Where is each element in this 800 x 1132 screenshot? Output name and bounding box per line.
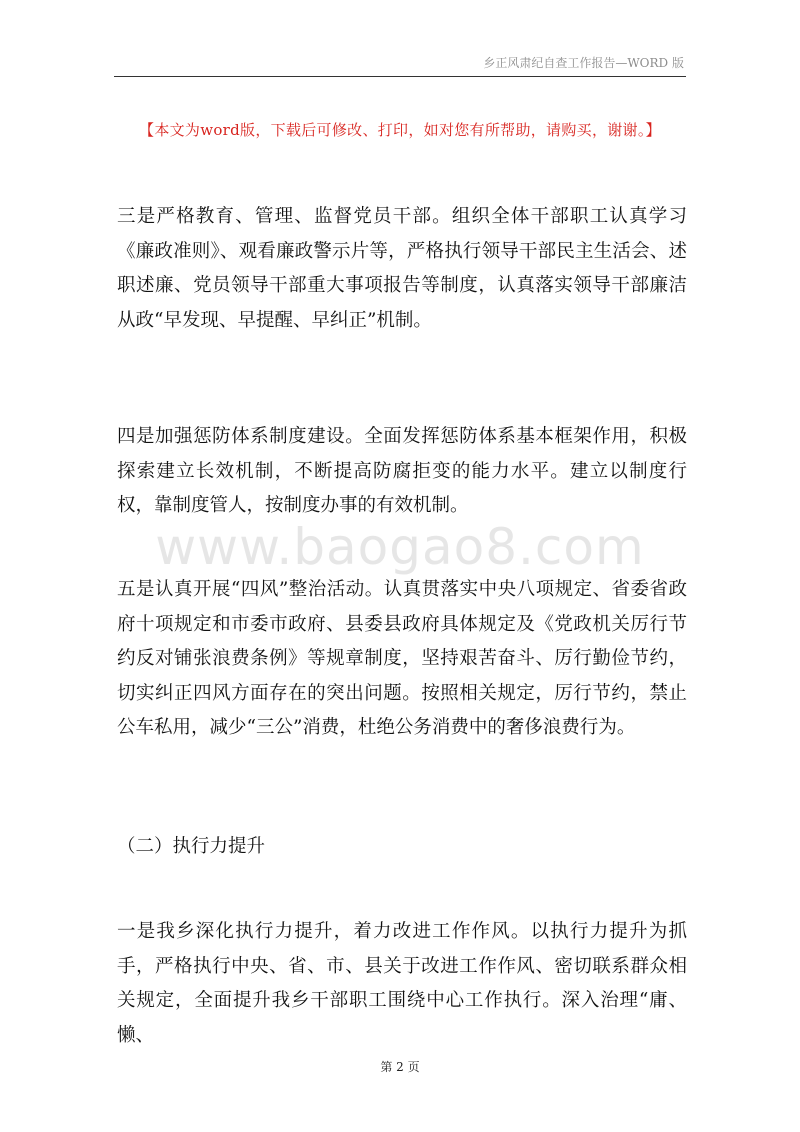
download-notice: 【本文为word版，下载后可修改、打印，如对您有所帮助，请购买，谢谢。】 <box>139 121 661 139</box>
paragraph-5: 一是我乡深化执行力提升，着力改进工作作风。以执行力提升为抓手，严格执行中央、省、市、县关于改进工作作风、密切联系群众相关规定，全面提升我乡干部职工围绕中心工作执行。深入治理“庸、懒、 <box>117 921 687 1046</box>
paragraph-3: 五是认真开展“四风”整治活动。认真贯落实中央八项规定、省委省政府十项规定和市委市政府、县委县政府具体规定及《党政机关厉行节约反对铺张浪费条例》等规章制度，坚持艰苦奋斗、厉行勤俭节约，切实纠正四风方面存在的突出问题。按照相关规定，厉行节约，禁止公车私用，减少“三公”消费，杜绝公务消费中的奢侈浪费行为。 <box>117 579 687 738</box>
page-header <box>114 48 686 77</box>
paragraph-2: 四是加强惩防体系制度建设。全面发挥惩防体系基本框架作用，积极探索建立长效机制，不断提高防腐拒变的能力水平。建立以制度行权，靠制度管人，按制度办事的有效机制。 <box>117 426 687 516</box>
watermark: www.baogao8.com <box>155 518 645 576</box>
paragraph-1: 三是严格教育、管理、监督党员干部。组织全体干部职工认真学习《廉政准则》、观看廉政警示片等，严格执行领导干部民主生活会、述职述廉、党员领导干部重大事项报告等制度，认真落实领导干部廉洁从政“早发现、早提醒、早纠正”机制。 <box>117 206 687 331</box>
section-heading: （二）执行力提升 <box>117 836 266 857</box>
page-number: 第 2 页 <box>380 1060 420 1074</box>
header-title: 乡正风肃纪自查工作报告—WORD 版 <box>483 56 684 70</box>
